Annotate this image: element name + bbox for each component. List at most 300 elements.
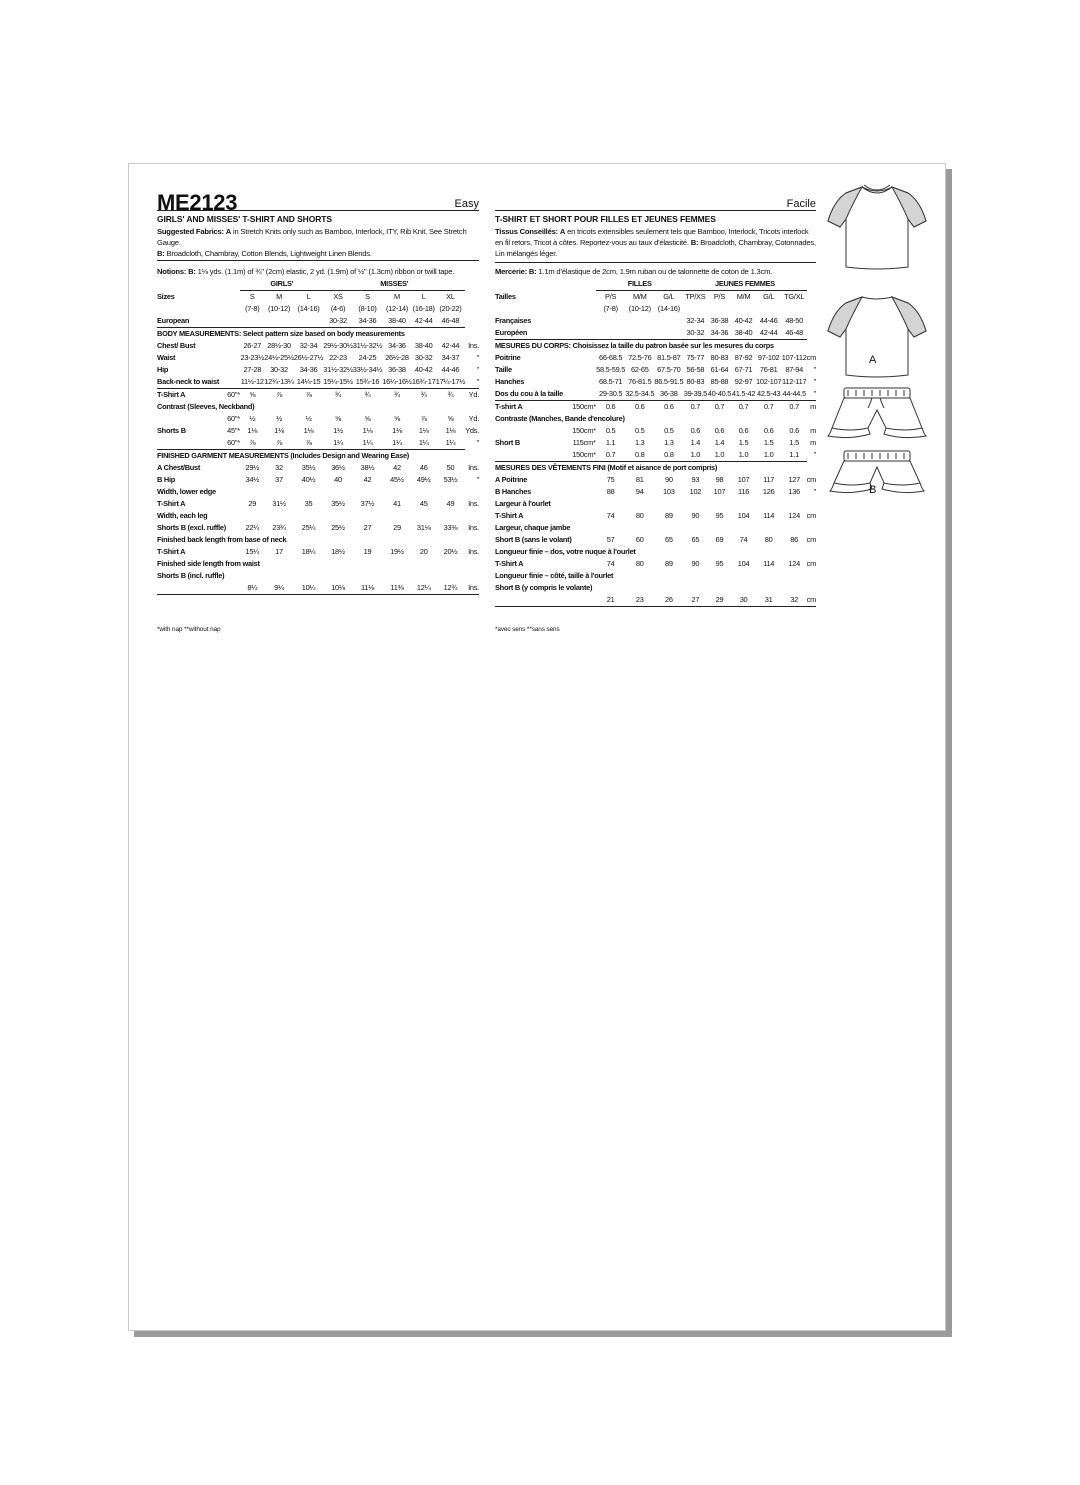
row-label: B Hanches — [495, 487, 531, 496]
row-label: Short B (sans le volant) — [495, 535, 572, 544]
yardage-cell: 1.0 — [714, 450, 725, 459]
value-cell: 29½-30½ — [323, 341, 353, 350]
value-cell: 36½ — [331, 463, 345, 472]
value-cell: 136 — [788, 487, 800, 496]
en-sizes-row — [157, 291, 479, 304]
yardage-cell: 1.3 — [635, 438, 645, 447]
francaises-cell — [654, 315, 683, 327]
value-cell: 38½ — [360, 463, 375, 472]
row-label — [495, 594, 572, 607]
unit-cell: " — [476, 475, 479, 484]
value-cell: 21 — [596, 594, 625, 607]
value-cell: 17 — [275, 547, 283, 556]
value-cell: 86.5-91.5 — [654, 377, 684, 386]
yardage-b-label: Short B — [495, 438, 520, 447]
yardage-cell: ⅞ — [276, 438, 282, 447]
cell — [227, 352, 241, 364]
cell — [227, 498, 241, 510]
row-label: Longueur finie – dos, votre nuque à l'ourlet — [495, 547, 636, 556]
value-cell: 17¼-17½ — [435, 377, 466, 386]
value-cell: 30-32 — [270, 365, 288, 374]
value-cell: 66-68.5 — [598, 353, 623, 362]
ruffle-shorts-front-icon — [828, 388, 926, 438]
cell — [807, 291, 816, 304]
cell — [572, 327, 596, 340]
row-label: A Chest/Bust — [157, 463, 201, 472]
unit-cell: Ins. — [468, 463, 479, 472]
unit-cell: m — [810, 426, 816, 435]
value-cell: 75 — [606, 475, 615, 484]
group-misses: JEUNES FEMMES — [683, 278, 806, 291]
fr-contrast-label-row — [495, 413, 816, 425]
size-cell: M/M — [736, 292, 751, 301]
value-cell: 34-36 — [299, 365, 318, 374]
technical-drawings-svg — [822, 179, 932, 499]
yardage-cell: ⅝ — [364, 414, 371, 423]
cell — [495, 303, 572, 315]
cell — [227, 303, 241, 315]
french-measurement-table — [495, 278, 816, 607]
value-cell: 114 — [763, 559, 775, 568]
cell — [572, 303, 596, 315]
fabrics-a-key: A — [225, 227, 232, 236]
body-measurements-heading: BODY MEASUREMENTS: Select pattern size based on body measurements — [157, 328, 465, 341]
yardage-cell: 0.8 — [635, 450, 645, 459]
value-cell: 35 — [304, 499, 313, 508]
cell — [495, 425, 572, 437]
cell — [465, 278, 479, 291]
body-measurements-heading: MESURES DU CORPS: Choisissez la taille du patron basée sur les mesures du corps — [495, 340, 807, 353]
value-cell: 67.5-70 — [657, 365, 681, 374]
value-cell: 95 — [715, 511, 724, 520]
english-footnote: *with nap **without nap — [157, 626, 221, 633]
en-finished-row — [157, 498, 479, 510]
yardage-cell: ½ — [276, 414, 282, 423]
difficulty-label: Easy — [454, 198, 479, 210]
value-cell: 65 — [691, 535, 700, 544]
value-cell: 25½ — [331, 523, 345, 532]
size-range-cell: (8-10) — [358, 304, 377, 313]
value-cell: 40-42 — [414, 365, 433, 374]
en-yardage-a-row — [157, 389, 479, 402]
cell — [227, 291, 241, 304]
size-range-cell — [732, 303, 756, 315]
en-size-group-header — [157, 278, 479, 291]
value-cell: 90 — [691, 511, 700, 520]
value-cell: 39-39.5 — [683, 389, 708, 398]
european-cell: 34-36 — [358, 316, 377, 325]
cell — [572, 278, 596, 291]
value-cell: 33½-34½ — [352, 365, 383, 374]
value-cell: 15¾-16 — [355, 377, 380, 386]
row-label: T-Shirt A — [157, 547, 186, 556]
row-label: Shorts B (incl. ruffle) — [157, 571, 225, 580]
value-cell: 9¼ — [264, 582, 294, 595]
value-cell: 53½ — [443, 475, 458, 484]
value-cell: 72.5-76 — [628, 353, 652, 362]
size-range-cell: (4-6) — [330, 304, 346, 313]
en-yardage-b-row — [157, 437, 479, 450]
value-cell: 11½-12 — [240, 377, 264, 386]
en-contrast-row — [157, 413, 479, 425]
value-cell: 90 — [664, 475, 673, 484]
value-cell: 87-94 — [785, 365, 804, 374]
value-cell: 31½-32½ — [352, 341, 383, 350]
value-cell: 31 — [756, 594, 782, 607]
value-cell: 37½ — [360, 499, 375, 508]
yardage-cell: 0.6 — [596, 401, 625, 414]
value-cell: 127 — [788, 475, 800, 484]
value-cell: 45 — [419, 499, 428, 508]
group-girls: FILLES — [596, 278, 683, 291]
value-cell: 98 — [715, 475, 724, 484]
row-label: B Hip — [157, 475, 176, 484]
cell — [227, 315, 241, 328]
fr-body-row — [495, 364, 816, 376]
cell — [227, 582, 241, 595]
contrast-label: Contraste (Manches, Bande d'encolure) — [495, 414, 625, 423]
value-cell: 81 — [635, 475, 644, 484]
size-range-cell — [683, 303, 707, 315]
value-cell: 10¼ — [294, 582, 323, 595]
francaises-cell — [596, 315, 625, 327]
cell — [227, 474, 241, 486]
yardage-cell: ½ — [305, 414, 312, 423]
header-rule — [157, 210, 479, 211]
value-cell: 8¼ — [240, 582, 264, 595]
row-label: T-Shirt A — [495, 511, 524, 520]
yardage-cell: ⅞ — [420, 414, 427, 423]
size-cell: XS — [333, 292, 343, 301]
pattern-title-fr: T-SHIRT ET SHORT POUR FILLES ET JEUNES FEMMES — [495, 214, 716, 224]
value-cell: 30-32 — [414, 353, 433, 362]
value-cell: 80 — [635, 511, 644, 520]
european-cell — [240, 315, 264, 328]
european-cell: 38-40 — [734, 328, 753, 337]
value-cell: 87-92 — [734, 353, 753, 362]
fr-yardage-b-row — [495, 437, 816, 449]
group-girls: GIRLS' — [240, 278, 323, 291]
yardage-b-label: Shorts B — [157, 426, 186, 435]
value-cell: 31⅛ — [416, 523, 431, 532]
unit-cell: " — [813, 389, 816, 398]
cell — [572, 364, 596, 376]
value-cell: 85-88 — [710, 377, 729, 386]
value-cell: 104 — [737, 511, 750, 520]
view-a-label: A — [869, 354, 877, 366]
yardage-cell: 1.1 — [789, 450, 799, 459]
european-cell: 46-48 — [785, 328, 804, 337]
row-label — [157, 582, 227, 595]
francaises-cell: 48-50 — [785, 316, 804, 325]
cell — [572, 534, 596, 546]
size-range-cell: (12-14) — [385, 304, 409, 313]
value-cell: 22-23 — [329, 353, 347, 362]
value-cell: 35½ — [301, 463, 316, 472]
yardage-cell: 0.6 — [690, 426, 701, 435]
european-cell: 46-48 — [441, 316, 460, 325]
value-cell: 15¼-15½ — [323, 377, 353, 386]
notions-text-fr: 1.1m d'élastique de 2cm, 1.9m ruban ou de talonnette de coton de 1.3cm. — [536, 267, 773, 276]
value-cell: 32-34 — [299, 341, 318, 350]
en-yardage-b-row — [157, 425, 479, 437]
yardage-cell: ¾ — [436, 389, 466, 402]
row-label: Largeur, chaque jambe — [495, 523, 571, 532]
cell — [227, 522, 241, 534]
group-misses: MISSES' — [323, 278, 465, 291]
en-finished-subheading — [157, 558, 479, 570]
yardage-cell: 1¼ — [362, 438, 373, 447]
value-cell: 80-83 — [710, 353, 729, 362]
en-european-row — [157, 315, 479, 328]
european-cell: 34-36 — [710, 328, 729, 337]
technical-drawings — [822, 179, 932, 499]
pattern-envelope-back — [128, 163, 946, 1331]
fr-finished-subheading — [495, 582, 816, 594]
cell — [157, 413, 227, 425]
value-cell: 18¼ — [301, 547, 316, 556]
cell — [227, 340, 241, 352]
value-cell: 40½ — [301, 475, 316, 484]
value-cell: 74 — [739, 535, 748, 544]
yardage-cell: 0.6 — [714, 426, 725, 435]
size-cell: L — [421, 292, 426, 301]
notions-b-key-fr: B: — [528, 267, 537, 276]
value-cell: 107 — [713, 487, 726, 496]
cell — [227, 364, 241, 376]
en-finished-subheading — [157, 486, 479, 498]
unit-cell: Yd. — [465, 389, 479, 402]
yardage-cell: 1⅛ — [392, 426, 402, 435]
en-finished-subheading — [157, 570, 479, 582]
unit-cell: Ins. — [468, 499, 479, 508]
finished-measurements-heading: FINISHED GARMENT MEASUREMENTS (Includes Design and Wearing Ease) — [157, 450, 465, 463]
yardage-cell: 0.6 — [738, 426, 749, 435]
size-range-cell — [756, 303, 782, 315]
size-range-cell: (16-18) — [412, 304, 435, 313]
value-cell: 93 — [691, 475, 700, 484]
english-header — [157, 190, 479, 215]
cell — [572, 352, 596, 364]
size-cell: M/M — [632, 292, 647, 301]
value-cell: 42 — [393, 463, 401, 472]
value-cell: 102 — [689, 487, 702, 496]
value-cell: 88 — [606, 487, 615, 496]
value-cell: 11⅛ — [353, 582, 382, 595]
en-contrast-label-row — [157, 401, 479, 413]
value-cell: 12¾ — [436, 582, 466, 595]
yardage-cell: 1.0 — [738, 450, 749, 459]
unit-cell: " — [476, 377, 479, 386]
value-cell: 95 — [715, 559, 724, 568]
sizes-label: Tailles — [495, 291, 516, 301]
value-cell: 19½ — [390, 547, 404, 556]
value-cell: 117 — [763, 475, 775, 484]
european-cell: 42-44 — [759, 328, 778, 337]
value-cell: 56-58 — [686, 365, 705, 374]
value-cell: 114 — [763, 511, 775, 520]
raglan-tshirt-front-icon — [828, 185, 926, 269]
value-cell: 69 — [715, 535, 724, 544]
yardage-cell: 1.5 — [738, 438, 749, 447]
finished-measurements-heading: MESURES DES VÊTEMENTS FINI (Motif et aisance de port compris) — [495, 462, 807, 475]
european-cell: 42-44 — [414, 316, 433, 325]
cell — [572, 291, 596, 304]
yardage-cell: ⅞ — [294, 389, 323, 402]
size-range-cell: (20-22) — [439, 304, 462, 313]
value-cell: 68.5-71 — [598, 377, 623, 386]
yardage-cell: ⅞ — [305, 438, 312, 447]
cell — [465, 315, 479, 328]
yardage-cell: ⅞ — [264, 389, 294, 402]
fabrics-a-text: in Stretch Knits only such as Bamboo, Interlock, ITY, Rib Knit. See Stretch Gauge. — [157, 227, 467, 247]
fr-finished-row — [495, 534, 816, 546]
unit-cell: cm — [806, 353, 816, 362]
unit-cell: Ins. — [468, 341, 479, 350]
yardage-cell: ½ — [249, 414, 256, 423]
yardage-cell: ¾ — [323, 389, 352, 402]
french-header — [495, 190, 816, 212]
yardage-cell: 0.7 — [756, 401, 782, 414]
value-cell: 80 — [764, 535, 773, 544]
size-range-cell: (14-16) — [297, 304, 320, 313]
en-size-range-row — [157, 303, 479, 315]
fabrics-a-key-fr: A — [559, 227, 566, 236]
unit-cell: cm — [806, 475, 816, 484]
value-cell: 20 — [419, 547, 428, 556]
fr-finished-heading — [495, 462, 816, 475]
value-cell: 124 — [788, 511, 800, 520]
value-cell: 90 — [691, 559, 700, 568]
cell — [227, 546, 241, 558]
yardage-cell: 1½ — [333, 426, 343, 435]
value-cell: 89 — [664, 559, 673, 568]
unit-cell: Ins. — [465, 582, 479, 595]
fabrics-a-text-fr: en tricots extensibles seulement tels que Bamboo, Interlock, Tricots interlock en fil retors, Tricot à côtes. Reportez-vous au taux d'élasticité. — [495, 227, 809, 247]
en-finished-row — [157, 474, 479, 486]
yardage-cell: 0.7 — [732, 401, 756, 414]
value-cell: 75-77 — [686, 353, 705, 362]
row-label: Width, each leg — [157, 511, 208, 520]
en-body-row — [157, 364, 479, 376]
cell — [157, 278, 227, 291]
unit-cell: cm — [806, 559, 816, 568]
value-cell: 31½ — [272, 499, 286, 508]
value-cell: 65 — [664, 535, 673, 544]
yardage-cell: 1.3 — [664, 438, 674, 447]
value-cell: 29 — [707, 594, 731, 607]
yardage-cell: ⅞ — [249, 438, 256, 447]
yardage-cell: 0.6 — [625, 401, 654, 414]
notions-label-fr: Mercerie: — [495, 267, 527, 276]
fr-finished-row — [495, 594, 816, 607]
value-cell: 76-81 — [759, 365, 778, 374]
yardage-cell: 0.6 — [789, 426, 799, 435]
value-cell: 89 — [664, 511, 673, 520]
size-cell: M — [276, 292, 282, 301]
european-cell — [654, 327, 683, 340]
value-cell: 23-23½ — [240, 353, 265, 362]
row-label: Back-neck to waist — [157, 377, 220, 386]
en-finished-subheading — [157, 510, 479, 522]
fabrics-b-key-fr: B: — [690, 238, 699, 247]
yardage-cell: 1⅛ — [303, 426, 314, 435]
european-cell: 38-40 — [388, 316, 406, 325]
value-cell: 112-117 — [782, 377, 807, 386]
yardage-b-label — [157, 437, 227, 450]
size-cell: P/S — [605, 292, 617, 301]
cell — [572, 376, 596, 388]
european-label: European — [157, 316, 190, 325]
value-cell: 107 — [737, 475, 750, 484]
value-cell: 58.5-59.5 — [596, 365, 626, 374]
cell — [157, 303, 227, 315]
en-body-row — [157, 352, 479, 364]
value-cell: 49½ — [416, 475, 431, 484]
row-label: Largeur à l'ourlet — [495, 499, 551, 508]
row-label: Short B (y compris le volante) — [495, 583, 593, 592]
value-cell: 62-65 — [630, 365, 649, 374]
value-cell: 26½-28 — [385, 353, 409, 362]
yardage-a-label: T-shirt A — [495, 401, 572, 414]
value-cell: 10⅛ — [323, 582, 352, 595]
yardage-cell: 0.5 — [664, 426, 674, 435]
value-cell: 45½ — [390, 475, 404, 484]
yardage-cell: 1.4 — [690, 438, 701, 447]
yardage-cell: 1.5 — [763, 438, 774, 447]
value-cell: 32.5-34.5 — [625, 389, 655, 398]
ruffle-shorts-back-icon — [830, 451, 924, 493]
cell — [227, 376, 241, 389]
en-finished-row — [157, 462, 479, 474]
en-finished-row — [157, 546, 479, 558]
fr-european-row — [495, 327, 816, 340]
fabrics-label-fr: Tissus Conseillés: — [495, 227, 558, 236]
value-cell: 104 — [737, 559, 750, 568]
value-cell: 61-64 — [710, 365, 729, 374]
size-range-cell — [707, 303, 731, 315]
fabric-width: 150cm* — [572, 402, 596, 411]
en-finished-subheading — [157, 534, 479, 546]
unit-cell: m — [807, 401, 816, 414]
unit-cell: " — [813, 450, 816, 460]
suggested-fabrics-fr — [495, 226, 816, 259]
en-finished-row — [157, 522, 479, 534]
value-cell: 116 — [738, 487, 750, 496]
fabrics-rule — [157, 260, 479, 261]
value-cell: 92-97 — [734, 377, 753, 386]
value-cell: 126 — [762, 487, 775, 496]
value-cell: 74 — [606, 559, 615, 568]
value-cell: 27-28 — [243, 365, 262, 374]
yardage-cell: 1⅛ — [418, 426, 429, 435]
notions-fr — [495, 266, 816, 277]
yardage-cell: 1⅛ — [274, 426, 284, 435]
value-cell: 11⅜ — [382, 582, 411, 595]
yardage-cell: 0.5 — [605, 426, 616, 435]
european-cell — [625, 327, 654, 340]
cell — [465, 291, 479, 304]
value-cell: 19 — [363, 547, 372, 556]
french-footnote: *avec sens **sans sens — [495, 626, 560, 633]
yardage-a-label: T-Shirt A — [157, 389, 227, 402]
size-cell: L — [306, 292, 311, 301]
row-label: T-Shirt A — [157, 499, 186, 508]
value-cell: 42-44 — [441, 341, 460, 350]
row-label: Dos du cou à la taille — [495, 389, 564, 398]
notions-text: 1⅛ yds. (1.1m) of ¾" (2cm) elastic, 2 yd. (1.9m) of ½" (1.3cm) ribbon or twill tape. — [195, 267, 455, 276]
row-label: Finished back length from base of neck — [157, 535, 287, 544]
